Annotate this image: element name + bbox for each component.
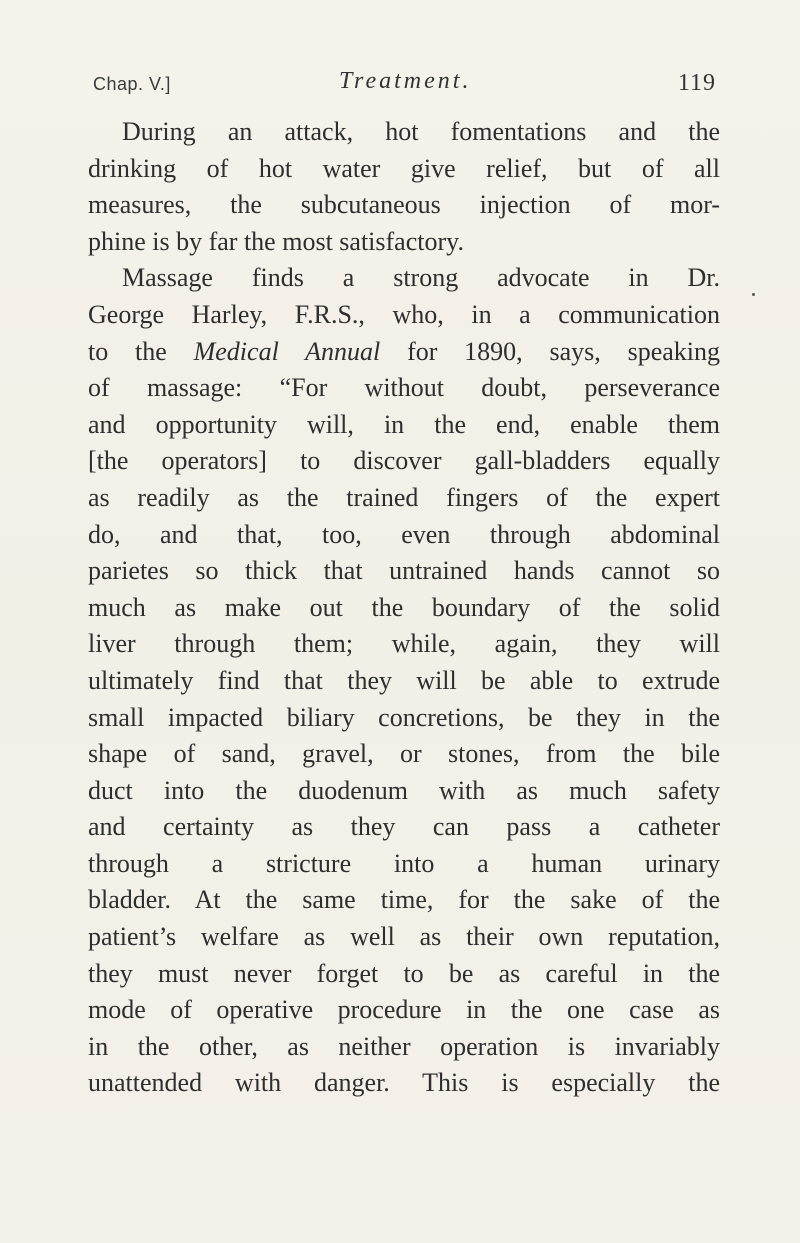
body-text [88,114,720,1102]
text-line: Massage finds a strong advocate in Dr. [122,263,720,293]
text-line: in the other, as neither operation is invariably [88,1031,720,1061]
text-line: duct into the duodenum with as much safety [88,775,720,805]
text-line: [the operators] to discover gall-bladders equally [88,446,720,476]
text-line: as readily as the trained fingers of the expert [88,482,720,512]
text-line: bladder. At the same time, for the sake of the [88,885,720,915]
paper-speck [752,293,755,296]
text-line: parietes so thick that untrained hands cannot so [88,556,720,586]
text-line: much as make out the boundary of the solid [88,592,720,622]
text-line: and certainty as they can pass a catheter [88,812,720,842]
italic-journal-title: Medical Annual [193,336,381,366]
text-line: they must never forget to be as careful in the [88,958,720,988]
text-line: and opportunity will, in the end, enable them [88,409,720,439]
text-line: phine is by far the most satisfactory. [88,226,464,256]
running-title: Treatment. [339,68,472,94]
text-line: ultimately find that they will be able to extrude [88,665,720,695]
text-line: George Harley, F.R.S., who, in a communication [88,299,720,329]
text-line: drinking of hot water give relief, but of all [88,153,720,183]
chapter-label: Chap. V.] [93,74,171,94]
text-line: shape of sand, gravel, or stones, from the bile [88,739,720,769]
running-header [93,68,716,102]
text-line: through a stricture into a human urinary [88,848,720,878]
text-line: small impacted biliary concretions, be they in the [88,702,720,732]
text-line: unattended with danger. This is especially the [88,1068,720,1098]
text-line: patient’s welfare as well as their own reputation, [88,922,720,952]
text-line: of massage: “For without doubt, perseverance [88,373,720,403]
text-fragment: for 1890, says, speaking [407,336,721,366]
text-line: mode of operative procedure in the one case as [88,995,720,1025]
page-number: 119 [677,70,716,96]
text-line: do, and that, too, even through abdominal [88,519,720,549]
text-line: measures, the subcutaneous injection of mor- [88,190,720,220]
text-line: During an attack, hot fomentations and the [122,117,720,146]
text-fragment: to the [88,336,167,366]
text-line [88,334,720,371]
text-line: liver through them; while, again, they will [88,629,720,659]
